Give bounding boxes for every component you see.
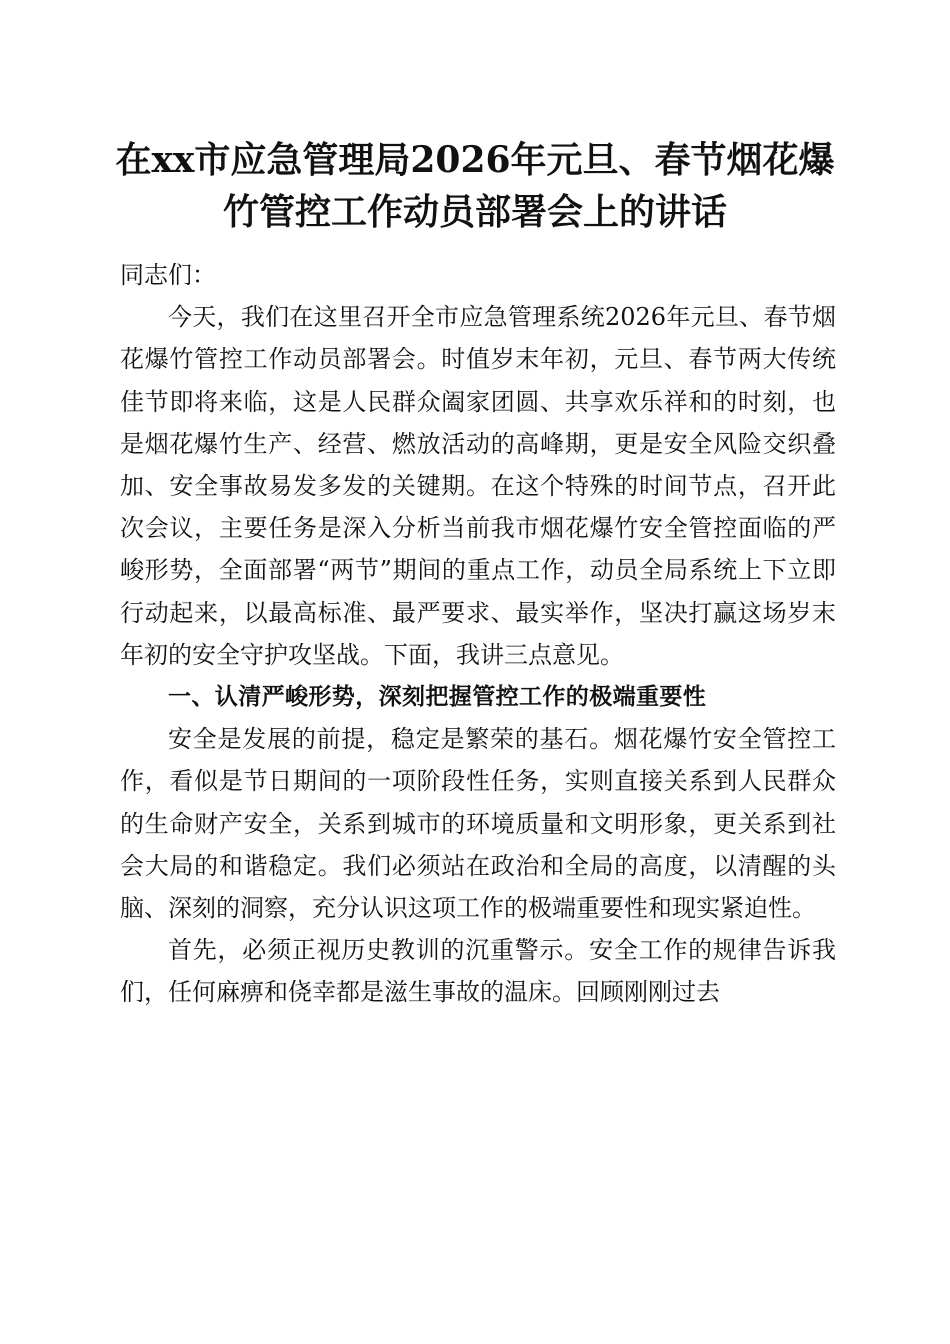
document-title [90,134,860,238]
salutation: 同志们： [120,261,216,289]
document-body [120,254,836,1014]
paragraph-history-lessons: 首先，必须正视历史教训的沉重警示。安全工作的规律告诉我们，任何麻痹和侥幸都是滋生事故的温床。回顾刚刚过去 [120,936,836,1007]
title-line-2: 竹管控工作动员部署会上的讲话 [222,191,727,233]
paragraph-opening: 今天，我们在这里召开全市应急管理系统2026年元旦、春节烟花爆竹管控工作动员部署会。时值岁末年初，元旦、春节两大传统佳节即将来临，这是人民群众阖家团圆、共享欢乐祥和的时刻，也是烟花爆竹生产、经营、燃放活动的高峰期，更是安全风险交织叠加、安全事故易发多发的关键期。在这个特殊的时间节点，召开此次会议，主要任务是深入分析当前我市烟花爆竹安全管控面临的严峻形势，全面部署“两节”期间的重点工作，动员全局系统上下立即行动起来，以最高标准、最严要求、最实举作，坚决打赢这场岁末年初的安全守护攻坚战。下面，我讲三点意见。 [120,303,836,669]
section-heading-1: 一、认清严峻形势，深刻把握管控工作的极端重要性 [168,684,707,711]
paragraph-safety-importance: 安全是发展的前提，稳定是繁荣的基石。烟花爆竹安全管控工作，看似是节日期间的一项阶段性任务，实则直接关系到人民群众的生命财产安全，关系到城市的环境质量和文明形象，更关系到社会大局的和谐稳定。我们必须站在政治和全局的高度，以清醒的头脑、深刻的洞察，充分认识这项工作的极端重要性和现实紧迫性。 [120,725,836,923]
title-line-1: 在xx市应急管理局2026年元旦、春节烟花爆 [115,139,835,181]
